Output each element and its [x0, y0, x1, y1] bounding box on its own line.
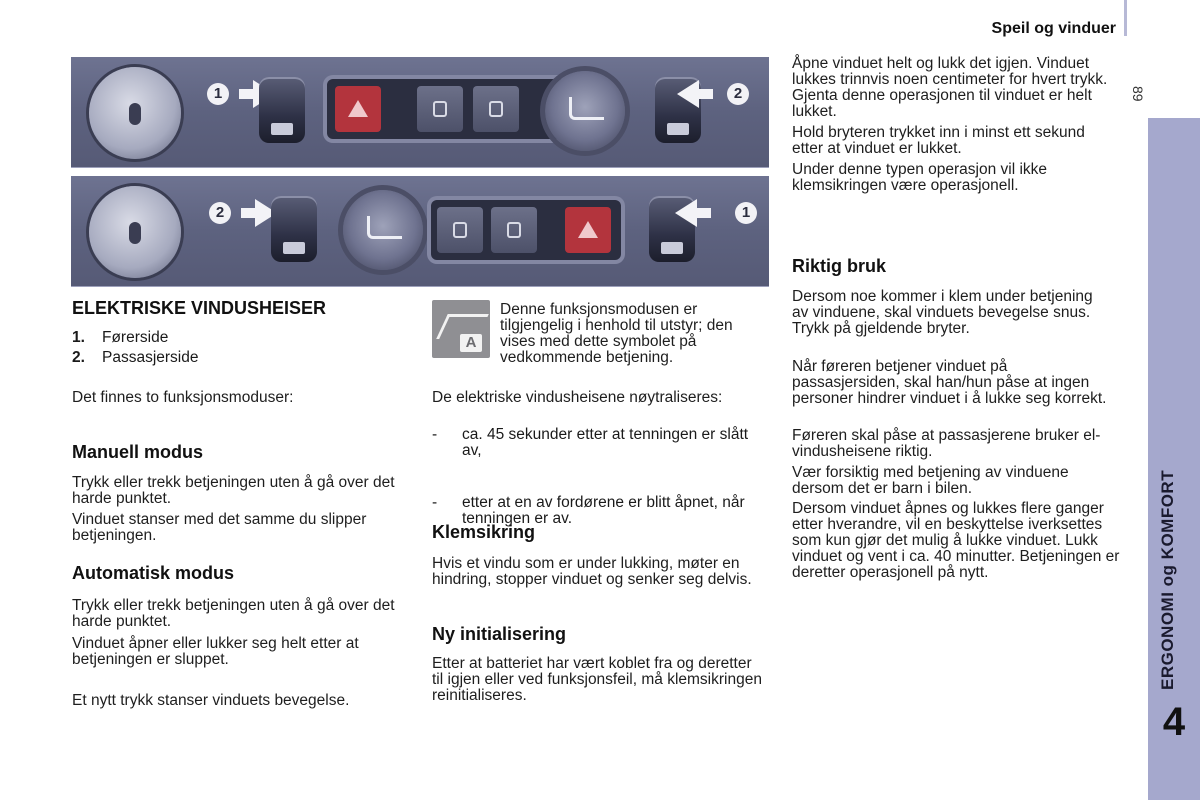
- subheading-auto: Automatisk modus: [72, 563, 235, 583]
- chapter-sidebar: [1148, 118, 1200, 800]
- paragraph: Trykk eller trekk betjeningen uten å gå over det harde punktet.: [72, 597, 395, 630]
- door-button: [437, 207, 483, 253]
- window-switch-driver: [259, 77, 305, 143]
- heater-knob: [343, 190, 423, 270]
- paragraph: Etter at batteriet har vært koblet fra og deretter til igjen eller ved funksjonsfeil, må klemsikringen reinitialiseres.: [432, 655, 762, 704]
- subheading-pinch: Klemsikring: [432, 522, 536, 542]
- paragraph: Dersom noe kommer i klem under betjening av vinduene, skal vinduets bevegelse snus. Trykk på gjeldende bryter.: [792, 288, 1093, 337]
- window-switch-passenger: [271, 196, 317, 262]
- control-knob: [89, 67, 181, 159]
- paragraph: Dersom vinduet åpnes og lukkes flere ganger etter hverandre, vil en beskyttelse iverksettes som kun gjør det mulig å lukke vinduet. Lukk vinduet og vent i ca. 40 minutter. Betjeningen er deretter operasjonell på nytt.: [792, 500, 1120, 581]
- arrow-left-head: [677, 80, 699, 108]
- switch-panel-photo-rhd: [71, 176, 769, 287]
- hazard-button: [335, 86, 381, 132]
- heater-knob: [545, 71, 625, 151]
- list-text: ca. 45 sekunder etter at tenningen er slått av,: [462, 426, 749, 459]
- callout-1: 1: [207, 83, 229, 105]
- list-number: 2.: [72, 349, 85, 366]
- paragraph: Det finnes to funksjonsmoduser:: [72, 389, 294, 406]
- callout-1: 1: [735, 202, 757, 224]
- section-heading: ELEKTRISKE VINDUSHEISER: [72, 298, 327, 318]
- paragraph: Føreren skal påse at passasjerene bruker el-vindusheisene riktig.: [792, 427, 1101, 460]
- subheading-manual: Manuell modus: [72, 442, 204, 462]
- arrow-left: [697, 89, 713, 99]
- list-text: etter at en av fordørene er blitt åpnet, når tenningen er av.: [462, 494, 745, 527]
- section-title: Speil og vinduer: [991, 20, 1116, 37]
- auto-mode-symbol-icon: [432, 300, 490, 358]
- door-button: [417, 86, 463, 132]
- auto-letter: A: [460, 334, 482, 352]
- arrow-left: [695, 208, 711, 218]
- paragraph: Vær forsiktig med betjening av vinduene dersom det er barn i bilen.: [792, 464, 1069, 497]
- chapter-number: 4: [1162, 700, 1186, 744]
- paragraph: Åpne vinduet helt og lukk det igjen. Vinduet lukkes trinnvis noen centimeter for hvert trykk. Gjenta denne operasjonen til vinduet er helt lukket.: [792, 55, 1108, 120]
- list-item: [432, 427, 762, 459]
- lock-button: [491, 207, 537, 253]
- subheading-usage: Riktig bruk: [792, 256, 887, 276]
- list-text: Passasjerside: [102, 349, 199, 366]
- symbol-note: Denne funksjonsmodusen er tilgjengelig i henhold til utstyr; den vises med dette symbolet på vedkommende betjening.: [500, 301, 733, 366]
- subheading-reinit: Ny initialisering: [432, 624, 567, 644]
- page-number: 89: [1130, 86, 1146, 102]
- paragraph: Vinduet stanser med det samme du slipper betjeningen.: [72, 511, 367, 544]
- paragraph: Hvis et vindu som er under lukking, møter en hindring, stopper vinduet og senker seg delvis.: [432, 555, 752, 588]
- list-number: 1.: [72, 329, 85, 346]
- chapter-title: ERGONOMI og KOMFORT: [1158, 469, 1177, 690]
- paragraph: De elektriske vindusheisene nøytraliseres:: [432, 389, 723, 406]
- paragraph: Vinduet åpner eller lukker seg helt etter at betjeningen er sluppet.: [72, 635, 359, 668]
- switch-panel-photo-lhd: [71, 57, 769, 168]
- arrow-left-head: [675, 199, 697, 227]
- list-text: Førerside: [102, 329, 169, 346]
- list-item: [72, 348, 199, 368]
- control-knob: [89, 186, 181, 278]
- paragraph: Trykk eller trekk betjeningen uten å gå over det harde punktet.: [72, 474, 395, 507]
- dash-bullet: -: [432, 426, 438, 443]
- list-item: [72, 328, 168, 348]
- paragraph: Når føreren betjener vinduet på passasjersiden, skal han/hun påse at ingen personer hindrer vinduet i å lukke seg korrekt.: [792, 358, 1107, 407]
- lock-button: [473, 86, 519, 132]
- paragraph: Under denne typen operasjon vil ikke klemsikringen være operasjonell.: [792, 161, 1048, 194]
- paragraph: Hold bryteren trykket inn i minst ett sekund etter at vinduet er lukket.: [792, 124, 1085, 157]
- callout-2: 2: [209, 202, 231, 224]
- callout-2: 2: [727, 83, 749, 105]
- hazard-button: [565, 207, 611, 253]
- header-divider: [1124, 0, 1127, 36]
- paragraph: Et nytt trykk stanser vinduets bevegelse.: [72, 692, 350, 709]
- dash-bullet: -: [432, 494, 438, 511]
